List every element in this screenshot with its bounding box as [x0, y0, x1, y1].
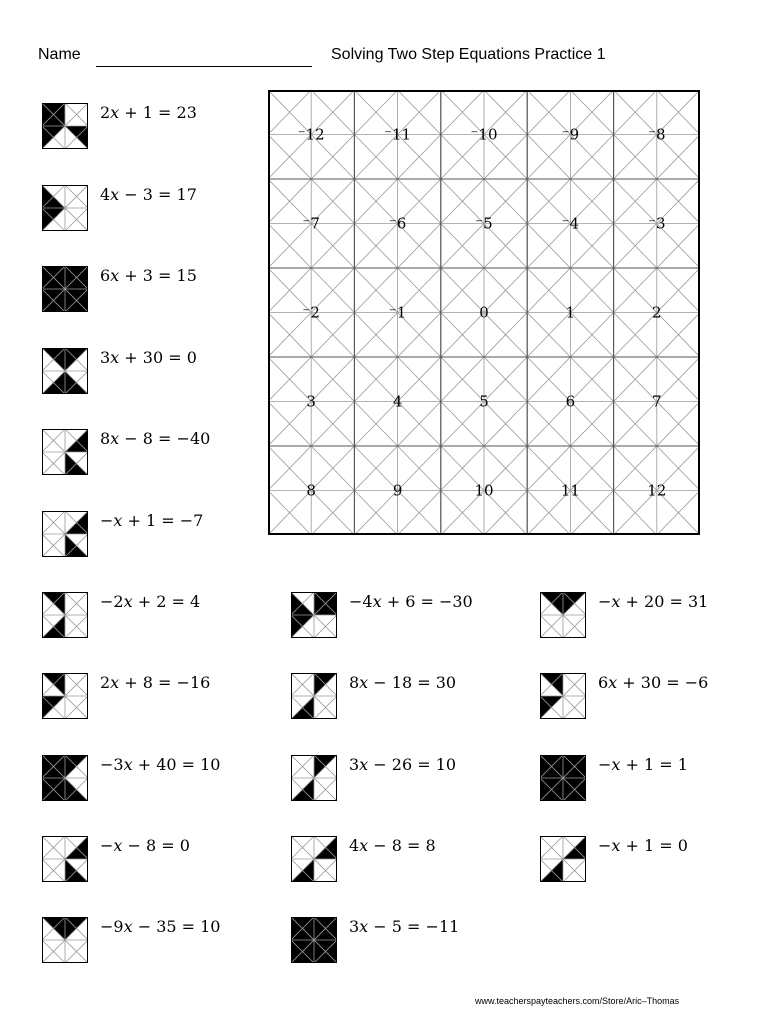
- name-label: Name: [38, 46, 81, 63]
- pattern-tile: [291, 673, 337, 719]
- equation-text: 4𝑥 − 8 = 8: [349, 836, 436, 855]
- pattern-tile: [540, 673, 586, 719]
- problem-item: [42, 511, 272, 561]
- grid-cell: [614, 446, 700, 535]
- grid-cell-number: 9: [392, 481, 403, 500]
- pattern-tile: [42, 673, 88, 719]
- equation-text: −𝑥 + 1 = −7: [100, 511, 204, 530]
- grid-cell-number: ⁻12: [297, 125, 325, 144]
- pattern-tile: [291, 592, 337, 638]
- pattern-tile: [42, 836, 88, 882]
- grid-cell: [268, 446, 354, 535]
- problem-item: [42, 592, 272, 642]
- pattern-tile: [540, 592, 586, 638]
- grid-cell: [441, 357, 527, 446]
- problem-item: [540, 755, 768, 805]
- problem-item: [540, 836, 768, 886]
- problem-item: [42, 429, 272, 479]
- grid-cell: [614, 90, 700, 179]
- problem-item: [42, 836, 272, 886]
- answer-grid: [268, 90, 700, 535]
- problem-item: [42, 673, 272, 723]
- pattern-tile: [42, 429, 88, 475]
- grid-cell-number: 6: [565, 392, 576, 411]
- grid-cell-number: ⁻1: [388, 303, 407, 322]
- equation-text: −𝑥 + 1 = 1: [598, 755, 688, 774]
- problem-item: [291, 836, 521, 886]
- name-field-line[interactable]: [96, 66, 312, 67]
- grid-cell: [268, 268, 354, 357]
- pattern-tile: [42, 917, 88, 963]
- problem-item: [42, 348, 272, 398]
- problem-item: [291, 673, 521, 723]
- problem-item: [540, 592, 768, 642]
- grid-cell: [441, 446, 527, 535]
- grid-cell: [354, 268, 440, 357]
- grid-cell: [354, 446, 440, 535]
- pattern-tile: [42, 755, 88, 801]
- grid-cell-number: ⁻4: [561, 214, 580, 233]
- grid-cell-number: ⁻10: [470, 125, 498, 144]
- problem-item: [291, 917, 521, 967]
- grid-cell-number: ⁻3: [648, 214, 666, 233]
- problem-item: [42, 755, 272, 805]
- grid-cell-number: 7: [652, 392, 662, 411]
- pattern-tile: [540, 836, 586, 882]
- grid-cell-number: 2: [652, 303, 662, 322]
- equation-text: 6𝑥 + 3 = 15: [100, 266, 197, 285]
- equation-text: −4𝑥 + 6 = −30: [349, 592, 473, 611]
- problem-item: [291, 592, 521, 642]
- pattern-tile: [291, 917, 337, 963]
- footer-url: www.teacherspayteachers.com/Store/Aric–Thomas: [475, 996, 680, 1006]
- equation-text: −𝑥 − 8 = 0: [100, 836, 190, 855]
- problem-item: [42, 185, 272, 235]
- equation-text: −𝑥 + 20 = 31: [598, 592, 709, 611]
- problem-item: [42, 266, 272, 316]
- grid-cell-number: ⁻2: [302, 303, 320, 322]
- pattern-tile: [42, 511, 88, 557]
- grid-cell-number: 5: [479, 392, 489, 411]
- equation-text: 8𝑥 − 8 = −40: [100, 429, 211, 448]
- problem-item: [540, 673, 768, 723]
- grid-cell-number: ⁻7: [302, 214, 320, 233]
- equation-text: 2𝑥 + 1 = 23: [100, 103, 197, 122]
- grid-cell-number: 1: [565, 303, 576, 322]
- grid-cell: [268, 357, 354, 446]
- grid-cell-number: 11: [560, 481, 580, 500]
- grid-cell-number: 3: [306, 392, 316, 411]
- grid-cell-number: 8: [306, 481, 316, 500]
- grid-cell: [527, 179, 613, 268]
- grid-cell: [527, 268, 613, 357]
- grid-cell: [614, 268, 700, 357]
- equation-text: 4𝑥 − 3 = 17: [100, 185, 197, 204]
- grid-cell-number: 10: [474, 481, 494, 500]
- grid-cell: [441, 179, 527, 268]
- pattern-tile: [291, 836, 337, 882]
- grid-cell: [527, 357, 613, 446]
- equation-text: 3𝑥 − 5 = −11: [349, 917, 460, 936]
- grid-cell: [614, 179, 700, 268]
- grid-cell-number: ⁻8: [648, 125, 666, 144]
- equation-text: −2𝑥 + 2 = 4: [100, 592, 201, 611]
- equation-text: 3𝑥 − 26 = 10: [349, 755, 457, 774]
- equation-text: −9𝑥 − 35 = 10: [100, 917, 221, 936]
- problem-item: [42, 103, 272, 153]
- equation-text: −𝑥 + 1 = 0: [598, 836, 688, 855]
- grid-cell: [354, 357, 440, 446]
- pattern-tile: [42, 185, 88, 231]
- problem-item: [291, 755, 521, 805]
- page-title: Solving Two Step Equations Practice 1: [331, 46, 606, 63]
- grid-cell: [268, 90, 354, 179]
- grid-cell-number: 0: [479, 303, 489, 322]
- equation-text: 8𝑥 − 18 = 30: [349, 673, 457, 692]
- equation-text: 3𝑥 + 30 = 0: [100, 348, 197, 367]
- pattern-tile: [42, 266, 88, 312]
- equation-text: 2𝑥 + 8 = −16: [100, 673, 211, 692]
- grid-cell-number: ⁻9: [561, 125, 580, 144]
- grid-cell: [354, 179, 440, 268]
- grid-cell: [527, 446, 613, 535]
- equation-text: 6𝑥 + 30 = −6: [598, 673, 709, 692]
- grid-cell-number: 12: [647, 481, 667, 500]
- equation-text: −3𝑥 + 40 = 10: [100, 755, 221, 774]
- grid-cell: [354, 90, 440, 179]
- grid-cell: [614, 357, 700, 446]
- pattern-tile: [291, 755, 337, 801]
- pattern-tile: [42, 592, 88, 638]
- grid-cell-number: ⁻11: [384, 125, 412, 144]
- grid-cell-number: 4: [392, 392, 403, 411]
- problem-item: [42, 917, 272, 967]
- grid-cell: [441, 268, 527, 357]
- grid-cell-number: ⁻6: [388, 214, 407, 233]
- grid-cell: [441, 90, 527, 179]
- grid-cell-number: ⁻5: [475, 214, 493, 233]
- pattern-tile: [42, 103, 88, 149]
- pattern-tile: [42, 348, 88, 394]
- grid-cell: [527, 90, 613, 179]
- pattern-tile: [540, 755, 586, 801]
- grid-cell: [268, 179, 354, 268]
